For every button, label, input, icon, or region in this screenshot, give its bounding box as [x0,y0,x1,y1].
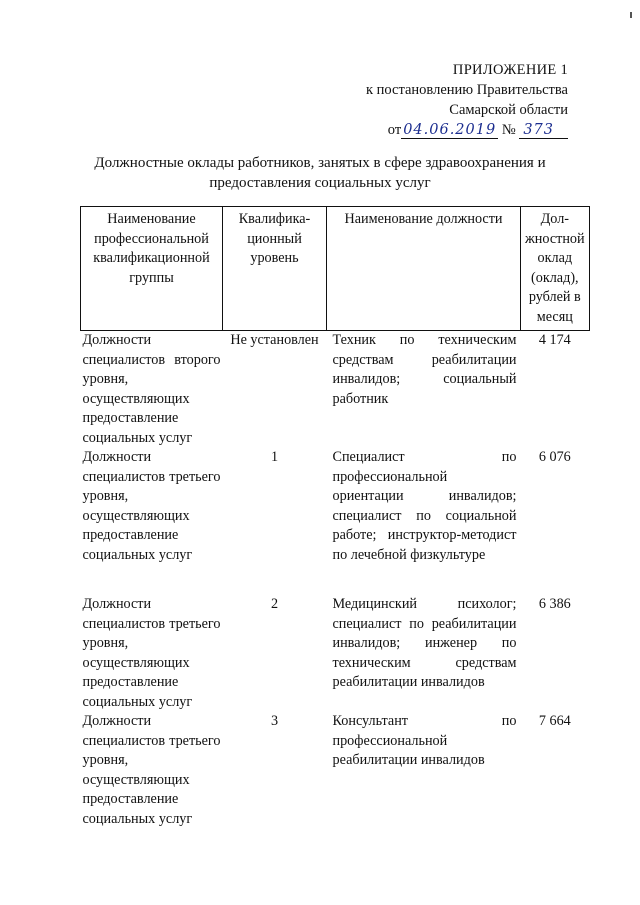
scan-mark [630,12,632,18]
date-prefix: от [387,122,402,138]
table-row [81,595,590,712]
column-header-salary: Дол-жностной оклад (оклад), рублей в месяц [521,207,590,331]
appendix-date-line [308,120,568,140]
cell-level: 1 [270,449,279,465]
cell-position: Консультант по профессиональной реабилитации инвалидов [332,713,517,768]
appendix-line-1: к постановлению Правительства [366,82,568,98]
handwritten-date: 04.06.2019 [403,122,497,138]
cell-group: Должности специалистов третьего уровня, осуществляющих предоставление социальных услуг [82,713,221,827]
table-row [81,712,590,829]
cell-group: Должности специалистов третьего уровня, осуществляющих предоставление социальных услуг [82,596,221,710]
column-header-level: Квалифика-ционный уровень [223,207,327,331]
cell-position: Техник по техническим средствам реабилитации инвалидов; социальный работник [332,332,517,407]
appendix-header [308,60,568,140]
table-row [81,448,590,595]
cell-group: Должности специалистов третьего уровня, осуществляющих предоставление социальных услуг [82,449,221,563]
column-header-group: Наименование профессиональной квалификационной группы [81,207,223,331]
table-row [81,331,590,449]
handwritten-number: 373 [519,122,568,139]
cell-salary: 4 174 [538,332,571,348]
cell-level: Не установлен [230,332,319,348]
cell-salary: 7 664 [538,713,571,729]
cell-position: Специалист по профессиональной ориентации инвалидов; специалист по социальной работе; инструктор-методист по лечебной физкультуре [332,449,517,563]
cell-level: 2 [270,596,279,612]
cell-position: Медицинский психолог; специалист по реабилитации инвалидов; инженер по техническим средствам реабилитации инвалидов [332,596,517,690]
cell-salary: 6 076 [538,449,571,465]
document-title: Должностные оклады работников, занятых в сфере здравоохранения и предоставления социальных услуг [94,155,546,191]
column-header-position: Наименование должности [327,207,521,331]
number-prefix: № [501,122,516,138]
cell-salary: 6 386 [538,596,571,612]
cell-group: Должности специалистов второго уровня, осуществляющих предоставление социальных услуг [82,332,221,446]
appendix-line-2: Самарской области [449,102,568,118]
salary-table [80,206,590,829]
cell-level: 3 [270,713,279,729]
table-header-row [81,207,590,331]
appendix-title: ПРИЛОЖЕНИЕ 1 [452,62,568,78]
